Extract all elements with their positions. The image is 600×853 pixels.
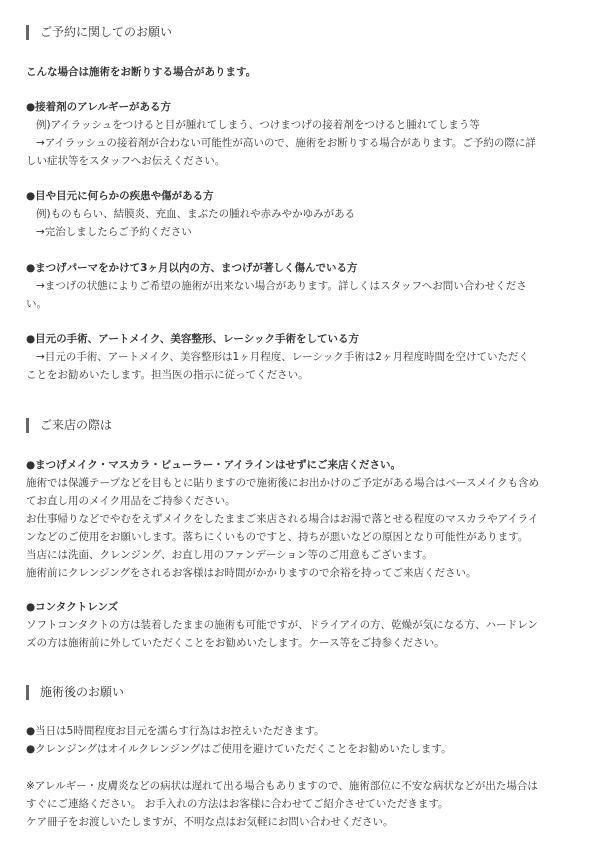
item-text: 例)ものもらい、結膜炎、充血、まぶたの腫れや赤みやかゆみがある (36, 208, 356, 220)
item-text: しい症状等をスタッフへお伝えください。 (26, 155, 226, 167)
item-text: 施術前にクレンジングをされるお客様はお時間がかかりますので余裕を持ってご来店ください。 (26, 567, 477, 579)
item-text: ことをお勧めいたします。担当医の指示に従ってください。 (26, 369, 309, 381)
item-text: てお直し用のメイク用品をご持参ください。 (26, 495, 236, 507)
item-text: 例)アイラッシュをつけると目が腫れてしまう、つけまつげの接着剤をつけると腫れてしまう等 (36, 119, 480, 131)
note-text: ケア冊子をお渡しいたしますが、不明な点はお気軽にお問い合わせください。 (26, 816, 394, 828)
heading-bar (26, 25, 29, 40)
section-title: ご予約に関してのお願い (40, 24, 173, 39)
section-title: 施術後のお願い (40, 684, 125, 699)
item-title: ●目元の手術、アートメイク、美容整形、レーシック手術をしている方 (26, 333, 359, 345)
note-text: すぐにご連絡ください。 お手入れの方法はお客様に合わせてご紹介させていただきます。 (26, 798, 449, 810)
section-heading-visit (26, 416, 112, 434)
item-text: ソフトコンタクトの方は装着したままの施術も可能ですが、ドライアイの方、乾燥が気になる方、ハードレン (26, 619, 538, 631)
heading-bar (26, 685, 29, 700)
item-text: ズの方は施術前に外していただくことをお勧めいたします。ケース等をご持参ください。 (26, 637, 445, 649)
intro-text: こんな場合は施術をお断りする場合があります。 (26, 66, 257, 78)
item-text: ●当日は5時間程度お目元を濡らす行為はお控えいただきます。 (26, 725, 325, 737)
item-text: →目元の手術、アートメイク、美容整形は1ヶ月程度、レーシック手術は2ヶ月程度時間を空けていただく (36, 351, 529, 363)
section-heading-aftercare (26, 683, 124, 701)
item-text: →まつげの状態によりご希望の施術が出来ない場合があります。詳しくはスタッフへお問い合わせくださ (36, 280, 527, 292)
section-heading-reservation (26, 23, 172, 41)
item-text: お仕事帰りなどでやむをえずメイクをしたままご来店される場合はお湯で落とせる程度のマスカラやアイライ (26, 513, 539, 525)
item-title: ●コンタクトレンズ (26, 601, 119, 613)
item-text: ●クレンジングはオイルクレンジングはご使用を避けていただくことをお勧めいたします。 (26, 743, 452, 755)
item-title: ●まつげメイク・マスカラ・ビューラー・アイラインはせずにご来店ください。 (26, 459, 401, 471)
item-text: 施術では保護テープなどを目もとに貼りますので施術後にお出かけのご予定がある場合はベースメイクも含め (26, 477, 540, 489)
item-text: い。 (26, 298, 47, 310)
item-title: ●目や目元に何らかの疾患や傷がある方 (26, 190, 214, 202)
note-text: ※アレルギー・皮膚炎などの病状は遅れて出る場合もありますので、施術部位に不安な病状などが出た場合は (26, 780, 538, 792)
heading-bar (26, 418, 29, 433)
item-title: ●まつげパーマをかけて3ヶ月以内の方、まつげが著しく傷んでいる方 (26, 262, 358, 274)
section-title: ご来店の際は (40, 417, 113, 432)
item-text: ンなどのご使用をお願いします。落ちにくいものですと、持ちが悪いなどの原因となり可能性があります。 (26, 531, 529, 543)
item-title: ●接着剤のアレルギーがある方 (26, 101, 171, 113)
item-text: →アイラッシュの接着剤が合わない可能性が高いので、施術をお断りする場合があります。ご予約の際に詳 (36, 137, 536, 149)
item-text: 当店には洗面、クレンジング、お直し用のファンデーション等のご用意もございます。 (26, 549, 433, 561)
item-text: →完治しましたらご予約ください (36, 226, 192, 238)
